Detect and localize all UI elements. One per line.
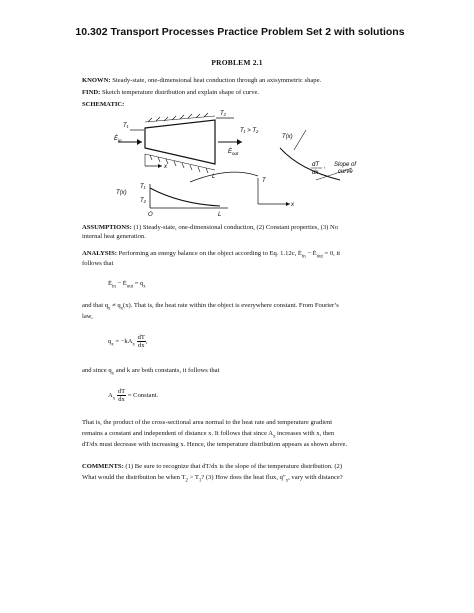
comments-label: COMMENTS: bbox=[82, 463, 124, 470]
find-label: FIND: bbox=[82, 89, 101, 96]
analysis-line-5: and since $q_x$ and k are both constants, it follows that bbox=[82, 367, 220, 377]
dtdx-num: dT bbox=[312, 162, 320, 168]
slope-label-2: curve bbox=[338, 169, 353, 175]
t1-label: T₁ bbox=[123, 123, 129, 129]
ein-label: $Ė_{in}$ bbox=[114, 136, 122, 143]
eout-label: $Ė_{out}$ bbox=[228, 149, 239, 156]
analysis-line-7: remains a constant and independent of distance x. It follows that since $A_x$ increases with x, then bbox=[82, 430, 335, 440]
axisymmetric-shape bbox=[145, 120, 215, 164]
comments-line-2: What would the distribution be when $T_2 > T_1$? (3) How does the heat flux, $q''_x$, vary with distance? bbox=[82, 474, 343, 484]
dtdx-comma: , bbox=[324, 164, 326, 170]
insulation-bottom bbox=[145, 154, 215, 173]
known-line bbox=[82, 77, 321, 85]
find-text: Sketch temperature distribution and explain shape of curve. bbox=[101, 89, 260, 96]
tx-label: T(x) bbox=[282, 134, 293, 140]
assumptions-line-2: internal heat generation. bbox=[82, 233, 146, 240]
known-text: Steady-state, one-dimensional heat conduction through an axisymmetric shape. bbox=[112, 77, 322, 84]
analysis-line-1: ANALYSIS: Performing an energy balance on the object according to Eq. 1.12c, $Ė_{in}$ − $Ė_{out} = 0$, it bbox=[82, 250, 341, 260]
slope-label-1: Slope of bbox=[334, 162, 357, 168]
equation-constant: $A_x$ $\frac{dT}{dx}$ = Constant. bbox=[108, 388, 159, 403]
assumptions-line-1 bbox=[82, 224, 338, 232]
temperature-curve bbox=[150, 188, 220, 206]
known-label: KNOWN: bbox=[82, 77, 111, 84]
dtdx-den: dx bbox=[312, 170, 319, 176]
schematic-label: SCHEMATIC: bbox=[82, 101, 125, 108]
schematic-diagram bbox=[90, 108, 390, 218]
analysis-line-6: That is, the product of the cross-sectional area normal to the heat rate and temperature gradient bbox=[82, 419, 333, 426]
analysis-line-4: law, bbox=[82, 313, 93, 320]
analysis-label: ANALYSIS: bbox=[82, 250, 117, 257]
analysis-line-2: follows that bbox=[82, 260, 114, 267]
graph-tx-label: T(x) bbox=[116, 190, 127, 196]
comments-line-1: COMMENTS: (1) Be sure to recognize that dT/dx is the slope of the temperature distribution. (2) bbox=[82, 463, 343, 470]
x-axis-label: x bbox=[291, 202, 294, 208]
x-label: x bbox=[164, 164, 167, 170]
assumptions-text-1: (1) Steady-state, one-dimensional conduction, (2) Constant properties, (3) No bbox=[133, 224, 339, 231]
analysis-line-3: and that $q_x \ne q_x(x)$. That is, the heat rate within the object is everywhere constant. From Fourier’s bbox=[82, 302, 339, 312]
graph-t2-label: T₂ bbox=[140, 198, 146, 204]
problem-number: PROBLEM 2.1 bbox=[211, 58, 263, 67]
assumptions-label: ASSUMPTIONS: bbox=[82, 224, 132, 231]
t1-gt-t2-label: T₁ > T₂ bbox=[240, 128, 259, 134]
t2-label: T₂ bbox=[220, 111, 226, 117]
analysis-line-8: dT/dx must decrease with increasing x. Hence, the temperature distribution appears as shown above. bbox=[82, 441, 348, 448]
graph-t1-label: T₁ bbox=[140, 184, 146, 190]
page-title: 10.302 Transport Processes Practice Problem Set 2 with solutions bbox=[75, 26, 405, 38]
graph-o-label: O bbox=[148, 212, 153, 218]
l-label: L bbox=[212, 174, 216, 180]
find-line bbox=[82, 89, 259, 97]
t-axis-label: T bbox=[262, 178, 266, 184]
graph-l-label: L bbox=[218, 212, 222, 218]
equation-energy-balance: $Ė_{in}$ − $Ė_{out} = q_x$ bbox=[108, 280, 146, 290]
equation-fourier: $q_x = -kA_x$ $\frac{dT}{dx}$ , bbox=[108, 334, 148, 349]
